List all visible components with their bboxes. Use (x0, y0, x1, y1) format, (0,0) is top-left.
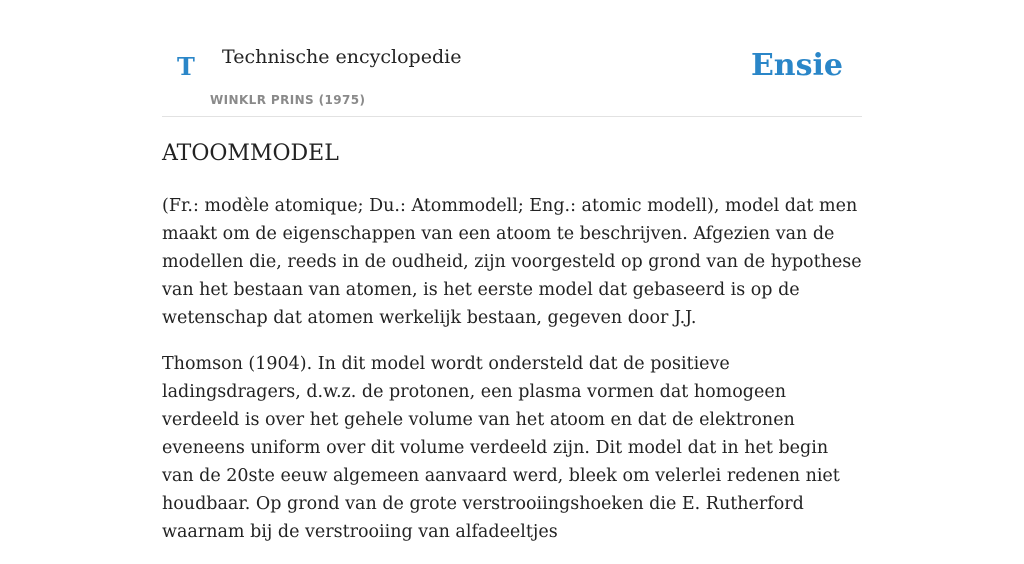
article-paragraph: (Fr.: modèle atomique; Du.: Atommodell; Eng.: atomic modell), model dat men maakt om de eigenschappen van een atoom te beschrijven. Afgezien van de modellen die, reeds in de oudheid, zijn voorgesteld op grond van de hypothese van het bestaan van atomen, is het eerste model dat gebaseerd is op de wetenschap dat atomen werkelijk bestaan, gegeven door J.J. (162, 196, 862, 328)
brand-logo[interactable]: Ensie (750, 48, 843, 83)
article-body (162, 192, 862, 564)
source-label: WINKLR PRINS (1975) (210, 93, 366, 107)
encyclopedia-title-link[interactable]: Technische encyclopedie (222, 46, 462, 68)
article-title: ATOOMMODEL (162, 141, 339, 166)
encyclopedia-logo[interactable]: T (177, 52, 195, 81)
article-page (162, 0, 862, 542)
header (162, 0, 862, 117)
article-paragraph: Thomson (1904). In dit model wordt ondersteld dat de positieve ladingsdragers, d.w.z. de protonen, een plasma vormen dat homogeen verdeeld is over het gehele volume van het atoom en dat de elektronen eveneens uniform over dit volume verdeeld zijn. Dit model dat in het begin van de 20ste eeuw algemeen aanvaard werd, bleek om velerlei redenen niet houdbaar. Op grond van de grote verstrooiingshoeken die E. Rutherford waarnam bij de verstrooiing van alfadeeltjes (162, 354, 840, 542)
